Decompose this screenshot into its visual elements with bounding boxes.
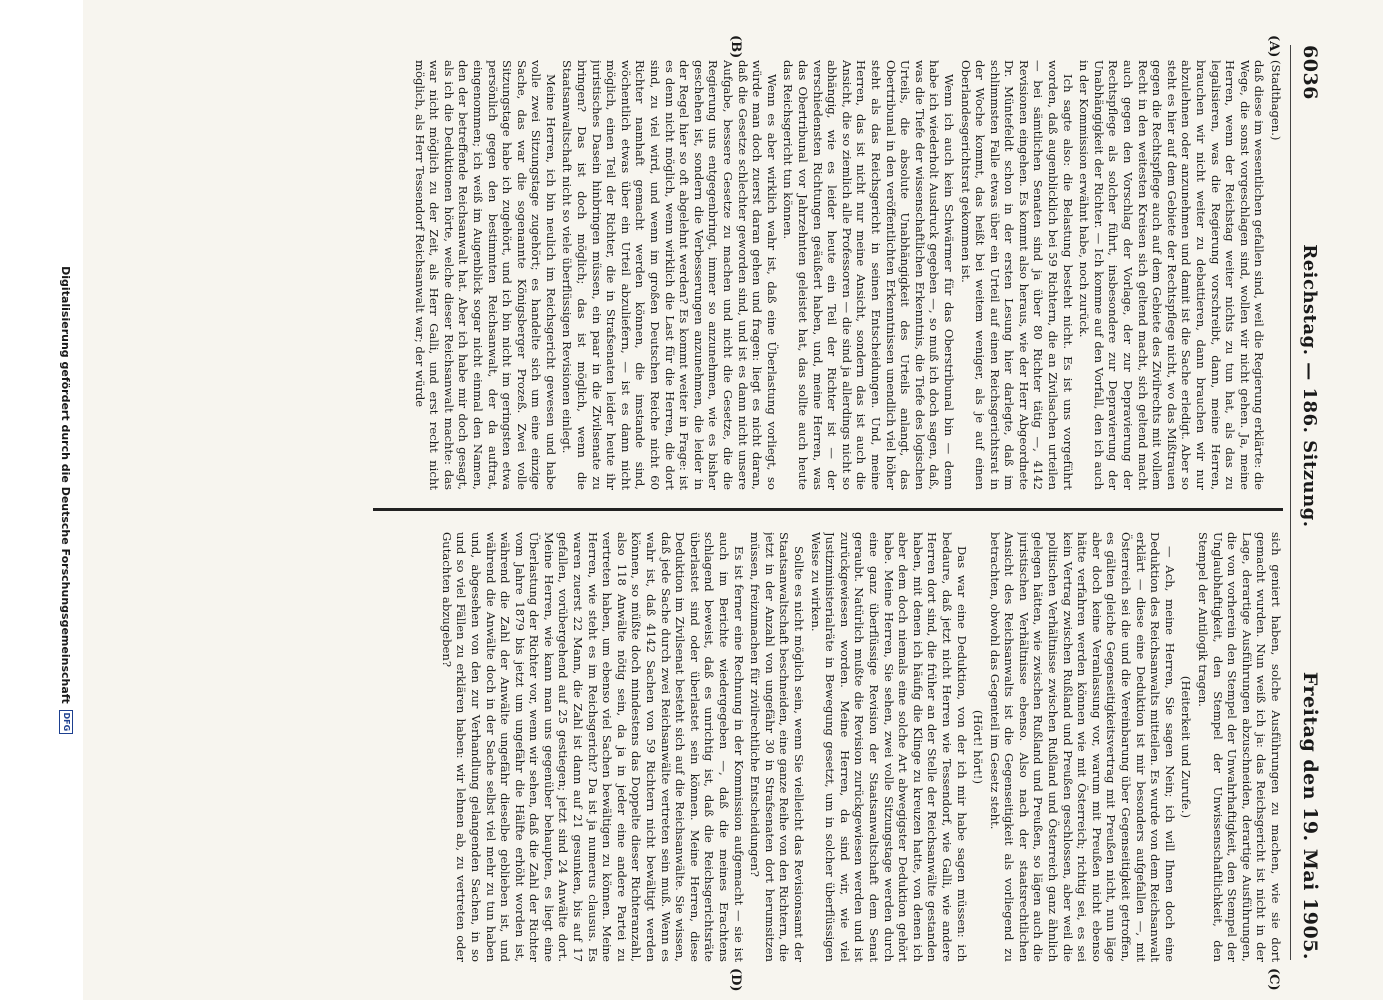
left-paragraph: daß diese im wesentlichen gefallen sind, weil die Regierung erklärte: die Wege, die sonst vorgeschlagen sind, wollen wir nicht gehen. Ja, meine Herren, wenn der Reichstag weiter nichts zu tun hat, als das zu legalisieren, was die Regierung vorschreibt, dann, meine Herren, brauchen wir nicht weiter zu debattieren, dann brauchen wir nur abzulehnen oder anzunehmen und damit ist die Sache erledigt. Aber so steht es hier auf dem Gebiete der Rechtspflege nicht, wo das Mißtrauen gegen die Rechtspflege auch auf dem Gebiete des Zivilrechts mit vollem Recht in den weitesten Kreisen sich geltend macht, sich geltend macht auch gegen den Vorschlag der Vorlage, der zur Depravierung der Rechtspflege als solcher führt, insbesondere zur Depravierung der Unabhängigkeit der Richter. — Ich komme auf den Vorfall, den ich auch in der Kommission erwähnt habe, noch zurück. xyxy=(1077,60,1267,490)
page-number: 6036 xyxy=(1299,45,1321,100)
interjection: (Hört! hört!) xyxy=(971,710,986,784)
page-header xyxy=(1295,45,1321,960)
right-column xyxy=(138,532,1283,962)
header-rule xyxy=(1290,45,1291,960)
dfg-logo-icon: DFG xyxy=(59,710,73,734)
left-column xyxy=(138,60,1283,490)
left-paragraph: Ich sagte also: die Belastung besteht nicht. Es ist uns vorgeführt worden, daß augenblicklich bei 59 Richtern, die an Zivilsachen urteilen — bei sämtlichen Senaten sind ja über 80 Richter tätig —, 4142 Revisionen eingehen. Es kommt also heraus, wie der Herr Abgeordnete Dr. Müntefeldt schon in der ersten Lesung hier darlegte, daß im schlimmsten Falle etwas über ein Urteil auf einen Reichsgerichtsrat in der Woche kommt, das heißt bei weitem weniger, als je auf einen Oberlandesgerichtsrat gekommen ist. xyxy=(958,60,1075,490)
right-paragraph: Sollte es nicht möglich sein, wenn Sie vielleicht das Revisionsamt der Staatsanwaltschaft beschneiden, eine ganze Reihe von den Richtern, die jetzt in der Anzahl von ungefähr 30 in Strafsenaten dort herumsitzen müssen, freizumachen für zivilrechtliche Entscheidungen? xyxy=(748,532,806,962)
newspaper-page xyxy=(59,0,1383,1000)
speaker-name: (Stadthagen.) xyxy=(1269,60,1283,141)
left-paragraph: Meine Herren, ich bin neulich im Reichsgericht gewesen und habe volle zwei Sitzungstage zugehört; es handelte sich um eine einzige Sache, das war die sogenannte Königsberger Prozeß. Zwei volle Sitzungstage habe ich zugehört, und ich bin nicht im geringsten etwa persönlich gegen den bestimmten Reichsanwalt, der da auftrat, eingenommen; ich weiß im Augenblick sogar nicht einmal den Namen, den der betreffende Reichsanwalt hat. Aber ich habe mir doch gesagt, als ich die Deduktionen hörte, welche dieser Reichsanwalt machte: das war nicht möglich zu der Zeit, als Herr Galli, und erst recht nicht möglich, als Herr Tessendorf Reichsanwalt war; der würde xyxy=(412,60,558,490)
interjection: (Heiterkeit und Zurufe.) xyxy=(1179,675,1194,819)
margin-marker-b: (B) xyxy=(728,35,743,59)
right-paragraph: Das war eine Deduktion, von der ich mir habe sagen müssen: ich bedaure, daß jetzt nicht Herren wie Tessendorf, wie Galli, wie andere Herren dort sind, die früher an der Stelle der Reichsanwälte gestanden haben, mit denen ich häufig die Klinge zu kreuzen hatte, von denen ich aber dem doch niemals eine solche Art abwegigster Deduktion gehört habe. Meine Herren, Sie sehen, zwei volle Sitzungstage werden durch eine ganz überflüssige Revision der Staatsanwaltschaft dem Senat geraubt. Natürlich mußte die Revision zurückgewiesen werden und ist zurückgewiesen worden. Meine Herren, da sind wir, wie viel Justizministerialräte in Bewegung gesetzt, um in solcher überflüssigen Weise zu wirken. xyxy=(808,532,969,962)
margin-marker-c: (C) xyxy=(1266,968,1281,991)
column-divider xyxy=(373,508,1283,511)
margin-marker-d: (D) xyxy=(728,968,743,992)
right-paragraph: sich geniert haben, solche Ausführungen zu machen, wie sie dort gemacht wurden. Nun weiß ich ja: das Reichsgericht ist nicht in der Lage, derartige Ausführungen abzuschneiden, derartige Ausführungen, die von vorherein den Stempel der Unwahrhaftigkeit, den Stempel der Unglaubhaftigkeit, den Stempel der Unwissenschaftlichkeit, den Stempel der Antilogik tragen. xyxy=(1196,532,1283,962)
header-title: Reichstag. — 186. Sitzung. xyxy=(1299,244,1320,528)
left-paragraph: Wenn es aber wirklich wahr ist, daß eine Überlastung vorliegt, so würde man doch zuerst daran gehen und fragen: liegt es nicht daran, daß die Gesetze schlechter geworden sind, und ist es dann nicht unsere Aufgabe, bessere Gesetze zu machen und nicht die Gesetze, die die Regierung uns entgegenbringt, immer so anzunehmen, wie es bisher geschehen ist, sondern die Verbesserungen anzunehmen, die leider in der Regel hier so oft abgelehnt werden? Es kommt weiter in Frage: ist es denn nicht möglich, wenn wirklich die Last für die Herren, die dort sind, zu viel wird, und wenn im großen Deutschen Reiche nicht 60 Richter namhaft gemacht werden können, die imstande sind, wöchentlich etwas über ein Urteil abzuliefern, — ist es dann nicht möglich, einen Teil der Richter, die in Strafsenaten leider heute ihr juristisches Dasein hinbringen müssen, ein paar in die Zivilsenate zu bringen? Das ist doch möglich; das ist möglich, wenn die Staatsanwaltschaft nicht so viele überflüssigen Revisionen einlegt. xyxy=(560,60,779,490)
margin-marker-a: (A) xyxy=(1266,35,1281,58)
left-paragraph: Wenn ich auch kein Schwärmer für das Oberstribunal bin — denn habe ich wiederholt Ausdruck gegeben —, so muß ich doch sagen, daß, was die Tiefe der wissenschaftlichen Erkenntnis, die Tiefe des logischen Urteils, die absolute Unabhängigkeit des Urteils anlangt, das Obertribunal in den veröffentlichten Erkenntnissen unendlich viel höher steht als das Reichsgericht in seinen Entscheidungen. Und, meine Herren, das ist nicht nur meine Ansicht, sondern das ist auch die Ansicht, die so ziemlich alle Professoren — die sind ja allerdings nicht so abhängig, wie es leider heute ein Teil der Richter ist — der verschiedensten Richtungen geäußert haben, und, meine Herren, was das Obertribunal vor Jahrzehnten geleistet hat, das sollte auch heute das Reichsgericht tun können. xyxy=(781,60,956,490)
right-paragraph: Es ist ferner eine Rechnung in der Kommission aufgemacht — sie ist auch im Berichte wiedergegeben —, daß die meines Erachtens schlagend beweist, daß es unrichtig ist, daß die Reichsgerichtsräte überlastet sind oder überlastet sein können. Meine Herren, diese Deduktion im Zivilsenat besteht sich auf die Reichsanwälte. Sie wissen, daß jede Sache durch zwei Reichsanwälte vertreten sein muß. Wenn es wahr ist, daß 4142 Sachen von 59 Richtern nicht bewältigt werden können, so müßte doch mindestens das Doppelte dieser Richteranzahl, also 118 Anwälte nötig sein, da ja in jeder eine andere Partei zu vertreten haben, um ebenso viel Sachen bewältigen zu können. Meine Herren, wie steht es im Reichsgericht? Da ist ja numerus clausus. Es waren zuerst 22 Mann, die Zahl ist dann auf 21 gesunken, bis auf 17 gefallen, vorübergehend auf 25 gestiegen; jetzt sind 24 Anwälte dort. Meine Herren, wie kann man uns gegenüber behaupten, es liegt eine Überlastung der Richter vor, wenn wir sehen, daß die Zahl der Richter vom Jahre 1879 bis jetzt um ungefähr die Hälfte erhöht worden ist, während die Zahl der Anwälte ungefähr dieselbe geblieben ist, und während die Anwälte doch in der Sache selbst viel mehr zu tun haben und, abgesehen von den zur Verhandlung gelangenden Sachen, in so und so viel Fällen zu erklären haben: wir lehnen ab, zu vertreten oder Gutachten abzugeben? xyxy=(439,532,746,962)
right-paragraph: — Ach, meine Herren, Sie sagen Nein; ich will Ihnen doch eine Deduktion des Reichsanwalts mitteilen. Es wurde von dem Reichsanwalt erklärt — diese eine Deduktion ist mir besonders aufgefallen —, mit Österreich sei die und die Vereinbarung über Gegenseitigkeit getroffen, es gälten gleiche Gegenseitigkeitsvertrag mit Preußen nicht, nun läge aber doch keine Veranlassung vor, warum mit Preußen nicht ebenso hätte verfahren werden können wie mit Österreich; richtig sei, es sei kein Vertrag zwischen Rußland und Preußen geschlossen, aber weil die politischen Verhältnisse zwischen Rußland und Österreich ganz ähnlich gelegen hätten, wie zwischen Rußland und Preußen, so lägen auch die juristischen Verhältnisse ebenso. Also nach der staatsrechtlichen Ansicht des Reichsanwalts ist die Gegenseitigkeit als vorliegend zu betrachten, obwohl das Gegenteil im Gesetz steht. xyxy=(987,532,1177,962)
header-date: Freitag den 19. Mai 1905. xyxy=(1299,671,1321,960)
footer-text: Digitalisierung gefördert durch die Deutsche Forschungsgemeinschaft xyxy=(59,266,73,704)
digitization-footer xyxy=(55,0,77,1000)
